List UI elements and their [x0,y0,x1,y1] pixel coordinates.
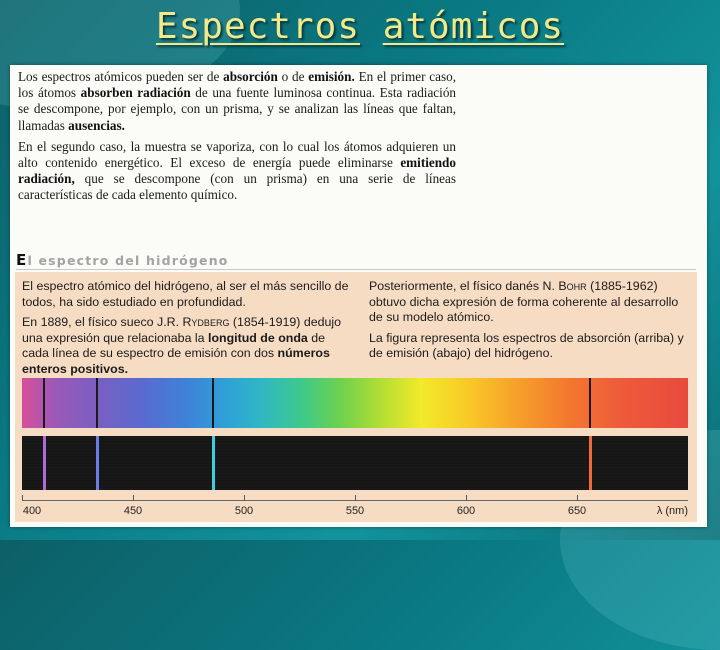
text-run: (1854-1919) dedujo una expresión que relacionaba la [22,315,342,345]
axis-tick-label: 650 [567,505,587,517]
axis-tick-label: 500 [234,505,254,517]
absorption-line [212,378,214,428]
emission-line [212,436,215,490]
text-run: de una fuente luminosa continua. Esta radiación se descompone, por ejemplo, con un prisma, y se analizan las líneas que faltan, llamadas [18,85,457,133]
section-heading-text: l espectro del hidrógeno [27,253,229,268]
axis-tick [244,495,245,501]
absorption-spectrum [22,378,688,428]
text-run: Posteriormente, el físico danés N. [369,279,559,293]
intro-paragraph-2 [18,139,456,204]
axis-tick [133,495,134,501]
person-name: Bohr [558,279,587,293]
textbook-page [10,65,707,527]
slide-title-word-2: atómicos [382,6,565,47]
absorption-line [589,378,591,428]
text-run: En el primer caso, los átomos [18,69,456,101]
text-run: de cada línea de su espectro de emisión con dos [22,330,326,361]
bold-term: longitud de onda [208,330,308,345]
section-heading [16,251,696,270]
bold-term: absorben radiación [80,85,191,101]
axis-tick-label: 600 [456,505,476,517]
emission-line [96,436,99,490]
info-paragraph: El espectro atómico del hidrógeno, al ser el más sencillo de todos, ha sido estudiado en profundidad. [22,279,349,309]
text-run: que se descompone (con un prisma) en una serie de líneas características de cada elemento químico. [18,171,456,203]
info-paragraph [369,279,691,326]
slide-title [0,6,720,47]
emission-spectrum [22,436,688,490]
hydrogen-spectrum-figure [22,374,688,519]
axis-tick [466,495,467,501]
absorption-line [96,378,98,428]
wavelength-axis [22,494,688,519]
axis-tick [355,495,356,501]
axis-tick [22,495,23,501]
text-run: (1885-1962) obtuvo dicha expresión de forma coherente al desarrollo de su modelo atómico. [369,279,679,325]
info-paragraph: La figura representa los espectros de absorción (arriba) y de emisión (abajo) del hidrógeno. [369,330,684,361]
text-run: Los espectros atómicos pueden ser de [18,69,224,84]
axis-tick-label: 400 [22,505,42,517]
info-column-right [369,279,691,367]
hydrogen-info-box [15,272,697,522]
text-run: En 1889, el físico sueco J.R. [22,315,183,330]
text-run: En el segundo caso, la muestra se vaporiza, con lo cual los átomos adquieren un alto contenido energético. El exceso de energía puede eliminarse [18,138,456,171]
bold-term: emisión. [308,69,355,84]
axis-unit-label: λ (nm) [656,505,688,517]
axis-tick-label: 450 [123,505,143,517]
bold-term: números enteros positivos. [22,346,330,376]
info-column-left [22,279,350,383]
person-name: Rydberg [182,315,230,330]
bold-term: absorción [223,69,278,84]
intro-paragraph-1 [18,69,456,134]
info-paragraph [22,315,350,377]
slide-title-word-1: Espectros [155,6,360,47]
axis-tick [577,495,578,501]
text-run: o de [277,69,309,84]
intro-text [18,69,456,209]
bold-term: ausencias. [68,117,125,133]
axis-tick-label: 550 [345,505,365,517]
emission-line [589,436,592,490]
emission-line [43,436,46,490]
section-heading-initial: E [16,251,28,269]
bold-term: emitiendo radiación, [18,155,456,187]
absorption-line [43,378,45,428]
